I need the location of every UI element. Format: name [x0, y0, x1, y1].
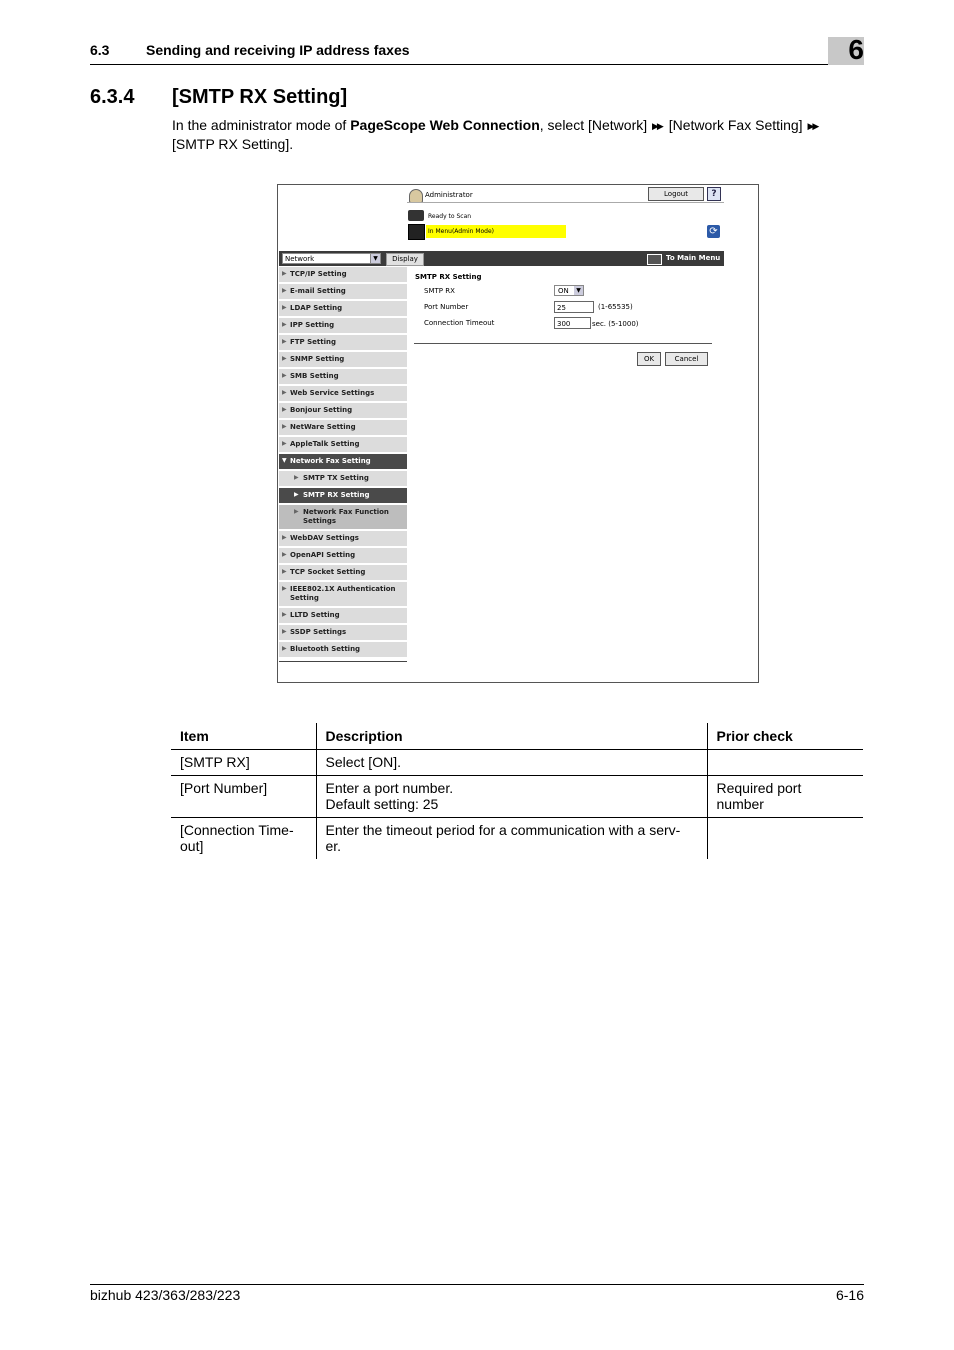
- double-arrow-icon: ▶▶: [807, 121, 818, 131]
- device-status: Ready to Scan: [428, 213, 472, 220]
- menu-arrow-icon: ▶: [282, 287, 287, 294]
- menu-item-bluetooth[interactable]: ▶ Bluetooth Setting: [279, 642, 407, 659]
- menu-arrow-icon: ▶: [282, 568, 287, 575]
- menu-item-webdav[interactable]: ▶ WebDAV Settings: [279, 531, 407, 548]
- menu-arrow-icon: ▶: [282, 355, 287, 362]
- cancel-button[interactable]: Cancel: [665, 352, 708, 366]
- table-row: [171, 776, 863, 818]
- ok-button[interactable]: OK: [637, 352, 661, 366]
- help-icon[interactable]: ?: [707, 187, 721, 201]
- display-button[interactable]: Display: [386, 253, 424, 266]
- intro-paragraph: In the administrator mode of PageScope Web Connection, select [Network] ▶▶ [Network Fax Setting] ▶▶ [SMTP RX Setting].: [172, 116, 862, 153]
- menu-open-icon: ▼: [282, 457, 287, 464]
- header-divider: [407, 202, 724, 203]
- menu-arrow-icon: ▶: [282, 372, 287, 379]
- menu-item-smtp-tx[interactable]: ▶ SMTP TX Setting: [279, 471, 407, 488]
- product-name: PageScope Web Connection: [350, 117, 540, 133]
- mode-status-bar: In Menu(Admin Mode): [426, 225, 566, 238]
- menu-item-ieee8021x[interactable]: ▶ IEEE802.1X Authentication Setting: [279, 582, 407, 608]
- menu-item-openapi[interactable]: ▶ OpenAPI Setting: [279, 548, 407, 565]
- table-cell-prior-check: [707, 818, 863, 860]
- chapter-number: 6: [848, 34, 864, 65]
- form-divider: [414, 343, 712, 344]
- footer-model: bizhub 423/363/283/223: [90, 1287, 241, 1303]
- header-rule: [90, 64, 864, 65]
- header-section-title: Sending and receiving IP address faxes: [146, 42, 410, 58]
- smtp-rx-label: SMTP RX: [424, 287, 455, 295]
- port-number-label: Port Number: [424, 303, 469, 311]
- menu-item-ftp[interactable]: ▶ FTP Setting: [279, 335, 407, 352]
- menu-item-network-fax[interactable]: ▼ Network Fax Setting: [279, 454, 407, 471]
- menu-item-web-service[interactable]: ▶ Web Service Settings: [279, 386, 407, 403]
- table-row: [171, 818, 863, 860]
- double-arrow-icon: ▶▶: [652, 121, 662, 131]
- chevron-down-icon[interactable]: ▼: [370, 254, 380, 263]
- menu-arrow-icon: ▶: [282, 423, 287, 430]
- menu-item-tcp-socket[interactable]: ▶ TCP Socket Setting: [279, 565, 407, 582]
- menu-item-tcpip[interactable]: ▶ TCP/IP Setting: [279, 267, 407, 284]
- table-cell-item: [SMTP RX]: [171, 750, 316, 776]
- logout-button[interactable]: Logout: [648, 187, 704, 201]
- table-row: [171, 750, 863, 776]
- settings-table: [171, 723, 863, 859]
- menu-arrow-icon: ▶: [282, 585, 287, 592]
- menu-item-smtp-rx[interactable]: ▶ SMTP RX Setting: [279, 488, 407, 505]
- menu-arrow-icon: ▶: [282, 389, 287, 396]
- footer-page-number: 6-16: [835, 1287, 864, 1303]
- menu-item-netware[interactable]: ▶ NetWare Setting: [279, 420, 407, 437]
- menu-item-network-fax-function[interactable]: ▶ Network Fax Function Settings: [279, 505, 407, 531]
- section-number: 6.3.4: [90, 86, 135, 108]
- connection-timeout-input[interactable]: 300: [554, 317, 591, 329]
- menu-item-ipp[interactable]: ▶ IPP Setting: [279, 318, 407, 335]
- table-header-row: [171, 723, 863, 750]
- table-cell-item: [Connection Time- out]: [171, 818, 316, 860]
- table-cell-item: [Port Number]: [171, 776, 316, 818]
- user-label: Administrator: [425, 191, 473, 199]
- printer-status-icon: [408, 210, 424, 221]
- menu-arrow-icon: ▶: [282, 534, 287, 541]
- category-select[interactable]: Network: [282, 253, 381, 264]
- smtp-rx-select[interactable]: ON: [554, 285, 584, 296]
- menu-arrow-icon: ▶: [282, 645, 287, 652]
- menu-arrow-icon: ▶: [282, 338, 287, 345]
- chevron-down-icon[interactable]: ▼: [574, 286, 583, 295]
- column-header: Prior check: [707, 723, 863, 750]
- administrator-icon: [409, 189, 423, 203]
- table-cell-description: Enter the timeout period for a communication with a serv- er.: [316, 818, 707, 860]
- column-header: Item: [171, 723, 316, 750]
- menu-arrow-icon: ▶: [282, 304, 287, 311]
- web-connection-screenshot: [277, 184, 759, 683]
- menu-arrow-icon: ▶: [282, 611, 287, 618]
- admin-mode-icon: [408, 224, 425, 240]
- main-menu-icon[interactable]: [647, 254, 662, 265]
- menu-arrow-icon: ▶: [282, 321, 287, 328]
- menu-arrow-icon: ▶: [282, 628, 287, 635]
- port-number-input[interactable]: 25: [554, 301, 594, 313]
- menu-item-bonjour[interactable]: ▶ Bonjour Setting: [279, 403, 407, 420]
- menu-arrow-icon: ▶: [294, 474, 299, 481]
- port-range-hint: (1-65535): [598, 303, 633, 311]
- menu-item-appletalk[interactable]: ▶ AppleTalk Setting: [279, 437, 407, 454]
- menu-arrow-icon: ▶: [282, 440, 287, 447]
- menu-item-ldap[interactable]: ▶ LDAP Setting: [279, 301, 407, 318]
- table-cell-description: Select [ON].: [316, 750, 707, 776]
- menu-bottom-rule: [279, 661, 407, 662]
- main-menu-link[interactable]: To Main Menu: [666, 254, 721, 262]
- refresh-icon[interactable]: ⟳: [707, 225, 720, 238]
- menu-arrow-icon: ▶: [282, 551, 287, 558]
- menu-arrow-icon: ▶: [294, 491, 299, 498]
- menu-item-lltd[interactable]: ▶ LLTD Setting: [279, 608, 407, 625]
- footer-rule: [90, 1284, 864, 1285]
- menu-arrow-icon: ▶: [282, 270, 287, 277]
- header-section-number: 6.3: [90, 42, 110, 58]
- menu-item-smb[interactable]: ▶ SMB Setting: [279, 369, 407, 386]
- table-cell-prior-check: Required port number: [707, 776, 863, 818]
- menu-item-ssdp[interactable]: ▶ SSDP Settings: [279, 625, 407, 642]
- section-title: [SMTP RX Setting]: [172, 86, 348, 108]
- menu-arrow-icon: ▶: [282, 406, 287, 413]
- table-cell-prior-check: [707, 750, 863, 776]
- menu-item-snmp[interactable]: ▶ SNMP Setting: [279, 352, 407, 369]
- form-title: SMTP RX Setting: [415, 273, 482, 281]
- timeout-range-hint: sec. (5-1000): [592, 320, 639, 328]
- menu-item-email[interactable]: ▶ E-mail Setting: [279, 284, 407, 301]
- menu-arrow-icon: ▶: [294, 508, 299, 515]
- connection-timeout-label: Connection Timeout: [424, 319, 495, 327]
- table-cell-description: Enter a port number. Default setting: 25: [316, 776, 707, 818]
- column-header: Description: [316, 723, 707, 750]
